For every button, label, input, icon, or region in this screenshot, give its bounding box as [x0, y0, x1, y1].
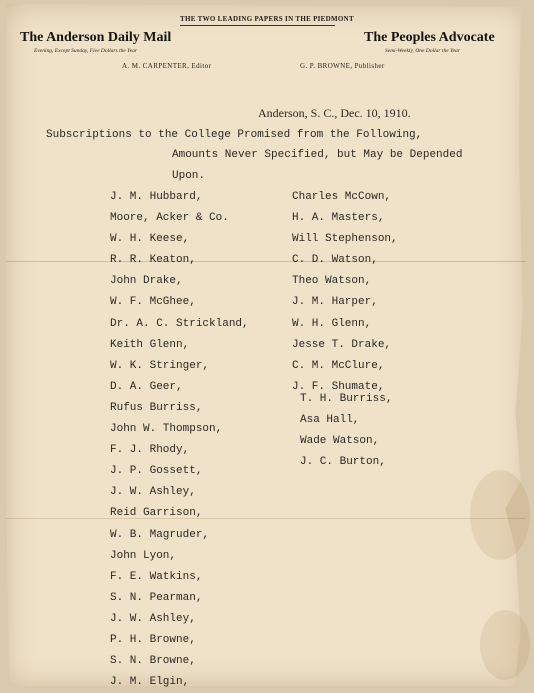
- subscriber-name: J. W. Ashley,: [110, 612, 196, 625]
- paper-stain: [470, 470, 530, 560]
- subscriber-name: T. H. Burriss,: [300, 393, 393, 405]
- subscriber-name: J. W. Ashley,: [110, 486, 196, 499]
- subscriber-name: D. A. Geer,: [110, 380, 183, 393]
- subscriber-name: Charles McCown,: [292, 191, 392, 203]
- subscriber-name: F. J. Rhody,: [110, 444, 190, 457]
- subscriber-name: Wade Watson,: [300, 435, 380, 448]
- banner-rule: [180, 25, 335, 26]
- subscriber-name: Theo Watson,: [292, 275, 372, 288]
- editor-line: A. M. CARPENTER, Editor: [122, 62, 212, 70]
- subscriber-name: C. M. McClure,: [292, 359, 385, 372]
- fold-line: [6, 518, 526, 519]
- subscriber-name: H. A. Masters,: [292, 212, 385, 225]
- subscriber-name: Asa Hall,: [300, 414, 360, 427]
- subscriber-name: Dr. A. C. Strickland,: [110, 317, 249, 330]
- subscriber-name: John Drake,: [110, 275, 183, 288]
- right-paper-subtitle: Semi-Weekly, One Dollar the Year: [385, 48, 460, 54]
- right-paper-name: The Peoples Advocate: [364, 30, 495, 45]
- subscriber-name: W. K. Stringer,: [110, 359, 210, 372]
- right-name-column-lower: [300, 389, 392, 473]
- heading-line-2: Amounts Never Specified, but May be Depended: [172, 149, 463, 161]
- publisher-line: G. P. BROWNE, Publisher: [300, 62, 385, 70]
- subscriber-name: C. D. Watson,: [292, 254, 378, 267]
- subscriber-name: Reid Garrison,: [110, 507, 203, 520]
- fold-line: [6, 261, 526, 262]
- subscriber-name: W. B. Magruder,: [110, 528, 210, 541]
- subscriber-name: J. C. Burton,: [300, 456, 386, 469]
- left-name-column: [110, 187, 249, 693]
- subscriber-name: W. F. McGhee,: [110, 296, 196, 309]
- subscriber-name: S. N. Browne,: [110, 655, 196, 668]
- subscriber-name: J. P. Gossett,: [110, 465, 203, 478]
- subscriber-name: John W. Thompson,: [110, 423, 223, 436]
- subscriber-name: Jesse T. Drake,: [292, 338, 392, 351]
- subscriber-name: J. M. Harper,: [292, 296, 378, 309]
- paper-stain: [480, 610, 530, 680]
- left-paper-name: The Anderson Daily Mail: [20, 30, 172, 45]
- right-name-column: [292, 187, 398, 398]
- subscriber-name: Rufus Burriss,: [110, 401, 203, 414]
- subscriber-name: Keith Glenn,: [110, 338, 190, 351]
- heading-line-3: Upon.: [172, 170, 206, 182]
- subscriber-name: J. F. Shumate,: [292, 380, 385, 393]
- subscriber-name: John Lyon,: [110, 549, 177, 562]
- subscriber-name: W. H. Glenn,: [292, 317, 372, 330]
- subscriber-name: W. H. Keese,: [110, 233, 190, 246]
- dateline: Anderson, S. C., Dec. 10, 1910.: [258, 106, 411, 120]
- subscriber-name: F. E. Watkins,: [110, 570, 203, 583]
- subscriber-name: Will Stephenson,: [292, 233, 398, 246]
- subscriber-name: J. M. Elgin,: [110, 676, 190, 689]
- subscriber-name: P. H. Browne,: [110, 633, 196, 646]
- subscriber-name: R. R. Keaton,: [110, 254, 196, 267]
- letterhead-banner: THE TWO LEADING PAPERS IN THE PIEDMONT: [180, 15, 354, 23]
- subscriber-name: S. N. Pearman,: [110, 591, 203, 604]
- heading-line-1: Subscriptions to the College Promised from the Following,: [46, 129, 423, 141]
- subscriber-name: J. M. Hubbard,: [110, 191, 203, 203]
- left-paper-subtitle: Evening, Except Sunday, Five Dollars the Year: [34, 48, 138, 54]
- subscriber-name: Moore, Acker & Co.: [110, 212, 229, 225]
